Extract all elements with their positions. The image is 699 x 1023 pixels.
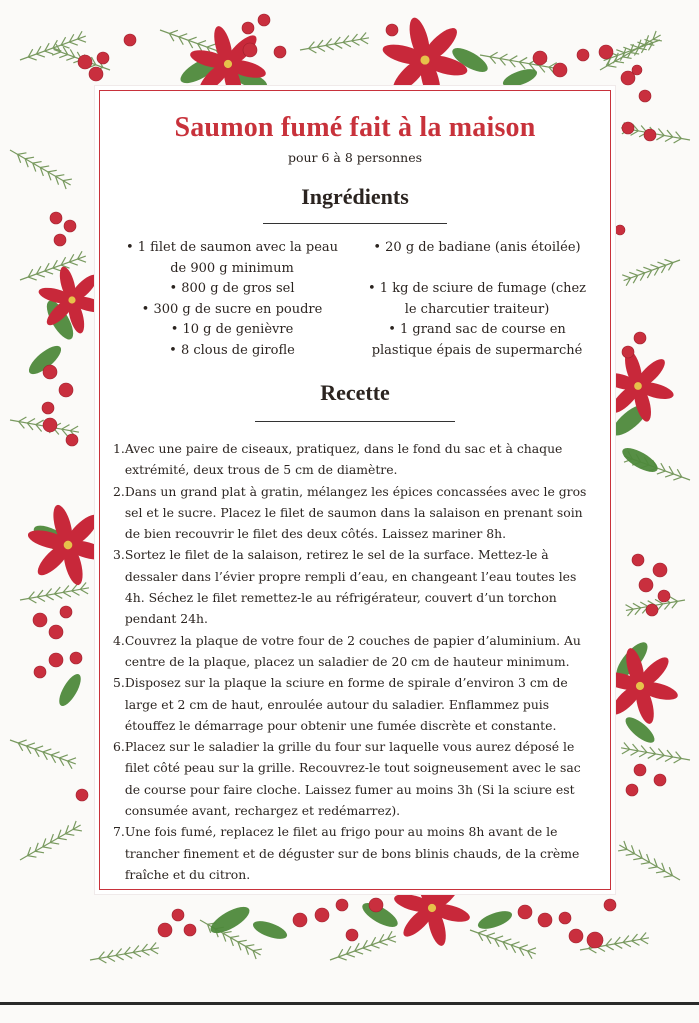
page-bottom-edge (0, 1002, 699, 1005)
recipe-step (113, 821, 599, 885)
recipe-step (113, 630, 599, 673)
step-text: Couvrez la plaque de votre four de 2 couches de papier d’aluminium. Au centre de la plaque, placez un saladier de 20 cm de hauteur minimum. (124, 632, 581, 669)
recipe-steps (113, 438, 599, 885)
ingredients-heading: Ingrédients (301, 184, 409, 209)
ingredient-line: • 1 grand sac de course en (388, 322, 566, 337)
recipe-step (113, 736, 599, 821)
ingredient-line: • 1 filet de saumon avec la peau (125, 240, 339, 255)
ingredient-line: • 20 g de badiane (anis étoilée) (373, 240, 581, 255)
ingredient-line: • 8 clous de girofle (169, 342, 295, 358)
step-number: 2. (113, 483, 125, 499)
method-heading: Recette (320, 380, 390, 405)
ingredient-line: • 10 g de genièvre (170, 322, 294, 337)
step-number: 6. (113, 739, 125, 755)
step-text: Une fois fumé, replacez le filet au frigo pour au moins 8h avant de le trancher finement et de déguster sur de bons blinis chauds, de la crème fraîche et du citron. (124, 824, 580, 882)
ingredients-divider (263, 223, 447, 224)
step-text: Disposez sur la plaque la sciure en forme de spirale d’environ 3 cm de large et 2 cm de haut, enroulée autour du saladier. Enflammez puis étouffez le démarrage pour obtenir une fumée discrète et constante. (124, 675, 568, 733)
step-number: 3. (113, 547, 125, 563)
recipe-step (113, 481, 599, 545)
servings-text: pour 6 à 8 personnes (287, 150, 423, 165)
ingredients-list-left (117, 238, 347, 361)
recipe-title: Saumon fumé fait à la maison (174, 112, 536, 143)
ingredient-line: plastique épais de supermarché (371, 342, 583, 358)
ingredient-line (357, 259, 597, 280)
ingredient-line: • 300 g de sucre en poudre (141, 301, 323, 317)
ingredient-line: de 900 g minimum (170, 260, 294, 276)
step-text: Placez sur le saladier la grille du four sur laquelle vous aurez déposé le filet côté peau sur la grille. Recouvrez-le tout soigneusement avec le sac de course pour faire cloche. Laissez fumer au moins 3h (Si la sciure est consumée avant, rechargez et redémarrez). (124, 739, 581, 819)
recipe-step (113, 544, 599, 629)
step-number: 7. (113, 824, 125, 840)
ingredients-list-right (357, 238, 597, 361)
ingredient-line: • 800 g de gros sel (169, 281, 295, 296)
recipe-step (113, 438, 599, 481)
method-divider (255, 421, 455, 422)
recipe-card (95, 86, 615, 894)
step-text: Dans un grand plat à gratin, mélangez les épices concassées avec le gros sel et le sucre. Placez le filet de saumon dans la salaison en prenant soin de bien recouvrir le filet des deux côtés. Laissez mariner 8h. (124, 483, 587, 542)
ingredient-line: le charcutier traiteur) (404, 301, 550, 317)
step-number: 1. (113, 441, 125, 456)
step-text: Sortez le filet de la salaison, retirez le sel de la surface. Mettez-le à dessaler dans l’évier propre rempli d’eau, en changeant l’eau toutes les 4h. Séchez le filet remettez-le au réfrigérateur, couvert d’un torchon pendant 24h. (124, 547, 577, 627)
step-number: 5. (113, 675, 125, 691)
step-number: 4. (113, 632, 125, 648)
ingredient-line: • 1 kg de sciure de fumage (chez (367, 281, 587, 296)
recipe-step (113, 672, 599, 736)
step-text: Avec une paire de ciseaux, pratiquez, dans le fond du sac et à chaque extrémité, deux trous de 5 cm de diamètre. (124, 441, 563, 478)
